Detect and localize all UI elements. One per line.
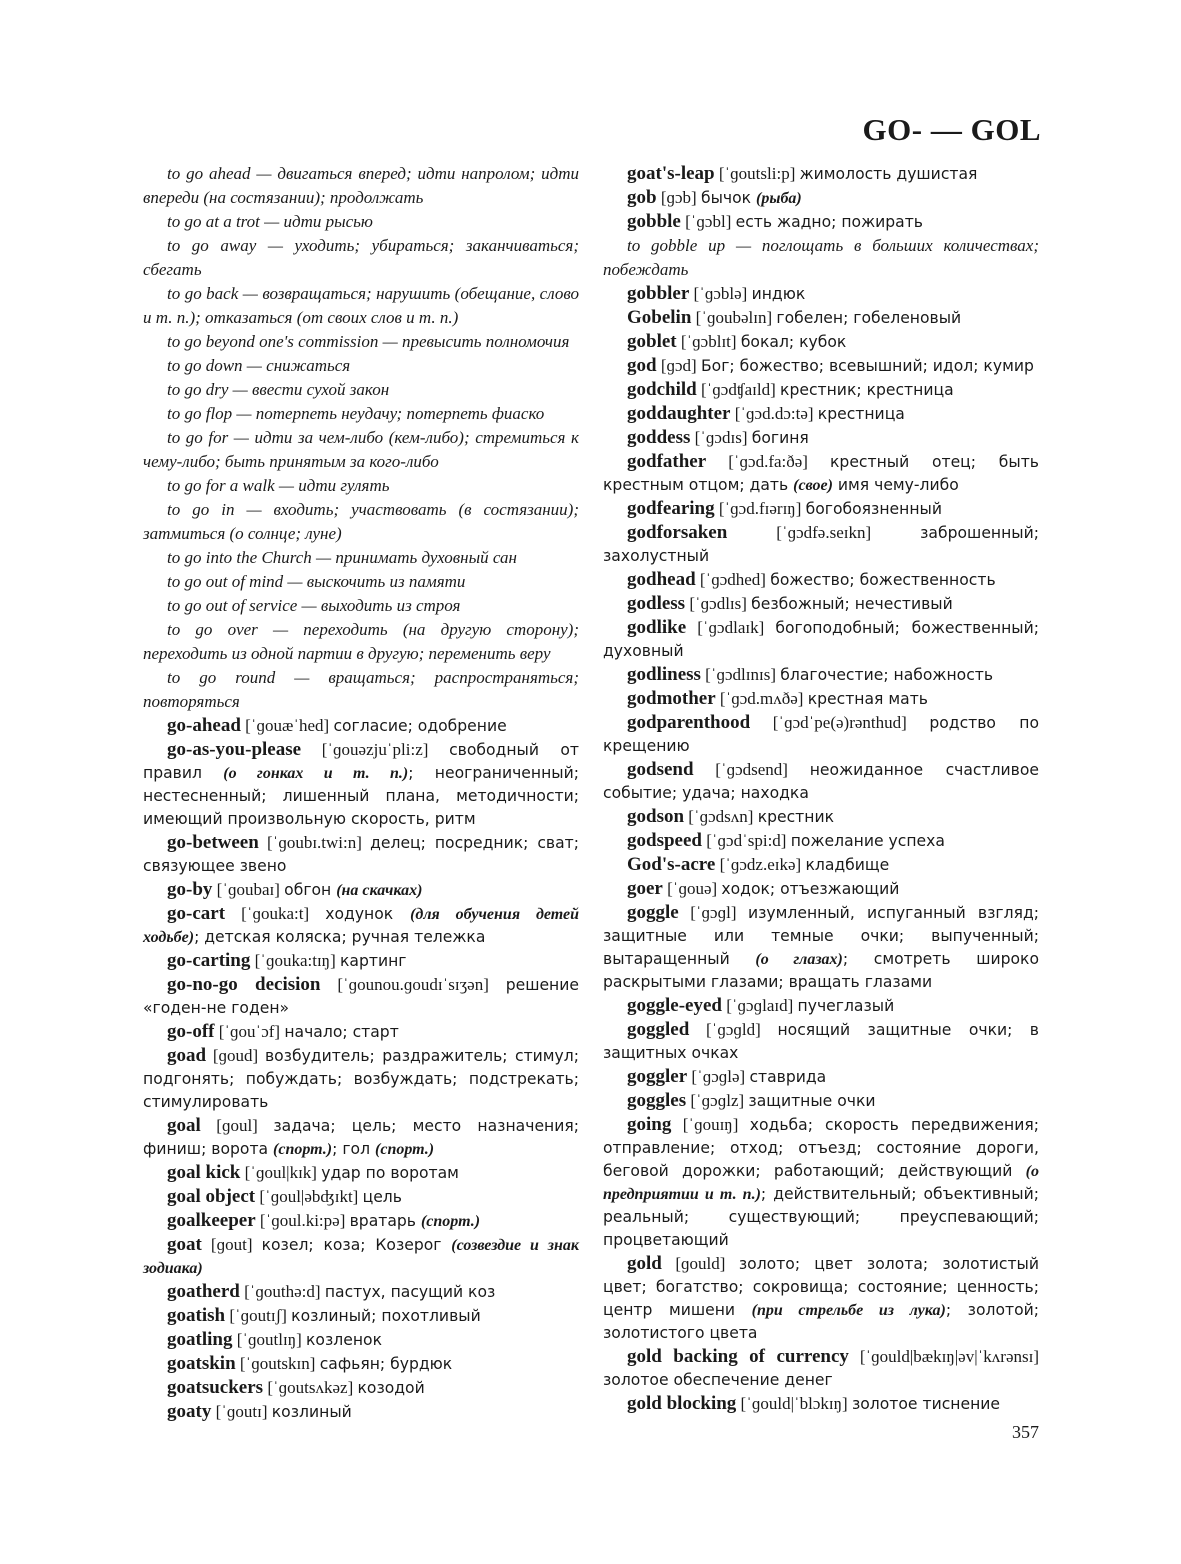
- definition: гобелен; гобеленовый: [776, 309, 962, 327]
- transcription: [ˈɡɔɡlaɪd]: [721, 996, 798, 1015]
- headword: godchild: [627, 379, 697, 400]
- transcription: [ˈɡould|ˈblɔkɪŋ]: [736, 1394, 852, 1413]
- transcription: [ˈɡouɪŋ]: [671, 1115, 750, 1134]
- dictionary-entry: [603, 330, 1039, 354]
- definition: цель: [362, 1188, 402, 1206]
- dictionary-entry: [603, 378, 1039, 402]
- usage-note: (при стрельбе из лука): [751, 1302, 946, 1319]
- definition: пастух, пасущий коз: [324, 1283, 496, 1301]
- dictionary-entry: [603, 186, 1039, 210]
- dictionary-entry: [603, 568, 1039, 592]
- definition: согласие; одобрение: [333, 717, 507, 735]
- dictionary-entry: [143, 1020, 579, 1044]
- headword: goal object: [167, 1186, 256, 1207]
- dictionary-entry: [143, 973, 579, 1020]
- definition: ; золотой; золотистого цвета: [603, 1301, 1040, 1342]
- definition: обгон: [284, 881, 337, 899]
- transcription: [ˈɡoubɪ.twi:n]: [258, 833, 371, 852]
- phrase-text: to go away — уходить; убираться; заканчиваться; сбегать: [143, 236, 579, 279]
- dictionary-entry: [603, 1252, 1039, 1345]
- usage-note: (рыба): [756, 190, 802, 207]
- definition: крестница: [817, 405, 905, 423]
- definition: козлиный: [271, 1403, 352, 1421]
- usage-note: (на скачках): [336, 882, 423, 899]
- phrase-text: to go down — снижаться: [167, 356, 351, 375]
- headword: goddess: [627, 427, 691, 448]
- headword: godhead: [627, 569, 696, 590]
- definition: крестник; крестница: [780, 381, 954, 399]
- definition: козлиный; похотливый: [291, 1307, 481, 1325]
- transcription: [ˈɡouˈɔf]: [214, 1022, 285, 1041]
- dictionary-entry: [603, 1345, 1039, 1392]
- phrase-entry: [143, 330, 579, 354]
- dictionary-entry: [143, 1400, 579, 1424]
- definition: ходьба; скорость передвижения; отправление; отход; отъезд; состояние дороги, беговой дорожки; работающий; действующий: [603, 1116, 1039, 1180]
- headword: go-as-you-please: [167, 739, 302, 760]
- definition: вратарь: [349, 1212, 421, 1230]
- definition: золото; цвет золота; золотистый цвет; богатство; сокровища; состояние; ценность; центр мишени: [603, 1255, 1039, 1319]
- headword: go-cart: [167, 903, 226, 924]
- transcription: [ˈɡoutɪʃ]: [225, 1306, 292, 1325]
- phrase-text: to go for — идти за чем-либо (кем-либо); стремиться к чему-либо; быть принятым за кого-либо: [143, 428, 579, 471]
- phrase-entry: [143, 474, 579, 498]
- definition: ; гол: [332, 1140, 376, 1158]
- headword: go-no-go decision: [167, 974, 321, 995]
- phrase-entry: [143, 546, 579, 570]
- transcription: [ˈɡɔɡlz]: [686, 1091, 749, 1110]
- transcription: [ɡould]: [661, 1254, 739, 1273]
- transcription: [ˈɡoutskɪn]: [235, 1354, 320, 1373]
- dictionary-entry: [603, 450, 1039, 497]
- definition: золотое обеспечение денег: [603, 1371, 833, 1389]
- transcription: [ˈɡɔdlɪnɪs]: [700, 665, 781, 684]
- transcription: [ˈɡɔd.fɪərɪŋ]: [714, 499, 806, 518]
- definition: бычок: [700, 189, 757, 207]
- dictionary-entry: [603, 901, 1039, 994]
- headword: goad: [167, 1045, 207, 1066]
- headword: goggles: [627, 1090, 687, 1111]
- transcription: [ˈɡɔɡlə]: [687, 1067, 750, 1086]
- headword: godforsaken: [627, 522, 728, 543]
- dictionary-entry: [143, 1209, 579, 1233]
- definition: пучеглазый: [797, 997, 895, 1015]
- transcription: [ˈɡɔd.fa:ðə]: [706, 452, 830, 471]
- running-header: GO- — GOL: [862, 112, 1041, 147]
- phrase-text: to go into the Church — принимать духовный сан: [167, 548, 517, 567]
- headword: gold: [627, 1253, 662, 1274]
- transcription: [ˈɡoutɪ]: [211, 1402, 272, 1421]
- definition: кладбище: [805, 856, 890, 874]
- definition: индюк: [751, 285, 806, 303]
- definition: жимолость душистая: [799, 165, 978, 183]
- phrase-entry: [603, 234, 1039, 282]
- headword: goddaughter: [627, 403, 731, 424]
- headword: goaty: [167, 1401, 212, 1422]
- headword: goat's-leap: [627, 163, 715, 184]
- phrase-text: to go out of mind — выскочить из памяти: [167, 572, 466, 591]
- dictionary-entry: [143, 1185, 579, 1209]
- phrase-text: to go in — входить; участвовать (в состязании); затмиться (о солнце; луне): [143, 500, 579, 543]
- definition: козодой: [357, 1379, 425, 1397]
- transcription: [ˈɡɔbl]: [680, 212, 736, 231]
- phrase-entry: [143, 618, 579, 666]
- dictionary-entry: [603, 687, 1039, 711]
- dictionary-entry: [603, 306, 1039, 330]
- dictionary-entry: [603, 162, 1039, 186]
- headword: goggler: [627, 1066, 688, 1087]
- usage-note: (о предприятии и т. п.): [603, 1163, 1039, 1203]
- headword: going: [627, 1114, 672, 1135]
- definition: богобоязненный: [805, 500, 942, 518]
- headword: go-off: [167, 1021, 215, 1042]
- transcription: [ˈɡouæˈhed]: [240, 716, 334, 735]
- definition: изумленный, испуганный взгляд; защитные или темные очки; выпученный; вытаращенный: [603, 904, 1039, 968]
- headword: godmother: [627, 688, 716, 709]
- transcription: [ˈɡɔdʧaɪld]: [696, 380, 781, 399]
- dictionary-entry: [603, 1113, 1039, 1252]
- phrase-entry: [143, 498, 579, 546]
- usage-note: (созвездие и знак зодиака): [143, 1237, 579, 1277]
- definition: неожиданное счастливое событие; удача; находка: [603, 761, 1039, 802]
- transcription: [ˈɡɔdsend]: [693, 760, 810, 779]
- dictionary-entry: [143, 1114, 579, 1161]
- definition: имя чему-либо: [832, 476, 959, 494]
- definition: картинг: [339, 952, 407, 970]
- headword: goal: [167, 1115, 201, 1136]
- dictionary-entry: [603, 994, 1039, 1018]
- transcription: [ˈɡoutsli:p]: [714, 164, 800, 183]
- transcription: [ˈɡɔdˈspi:d]: [701, 831, 791, 850]
- transcription: [ˈɡouthə:d]: [239, 1282, 325, 1301]
- transcription: [ˈɡouka:tɪŋ]: [250, 951, 340, 970]
- page-number: 357: [1012, 1422, 1039, 1442]
- headword: gob: [627, 187, 657, 208]
- definition: ходунок: [325, 905, 411, 923]
- dictionary-entry: [143, 1328, 579, 1352]
- headword: goggle-eyed: [627, 995, 722, 1016]
- transcription: [ˈɡounou.ɡoudɪˈsɪʒən]: [320, 975, 506, 994]
- dictionary-entry: [143, 1280, 579, 1304]
- transcription: [ˈɡɔdsʌn]: [684, 807, 758, 826]
- headword: goggle: [627, 902, 679, 923]
- definition: ходок; отъезжающий: [721, 880, 900, 898]
- dictionary-entry: [143, 738, 579, 831]
- headword: goatling: [167, 1329, 233, 1350]
- dictionary-entry: [143, 1233, 579, 1280]
- phrase-entry: [143, 354, 579, 378]
- dictionary-entry: [143, 1044, 579, 1114]
- transcription: [ˈɡoutsʌkəz]: [263, 1378, 358, 1397]
- dictionary-entry: [143, 902, 579, 949]
- phrase-text: to go at a trot — идти рысью: [167, 212, 373, 231]
- dictionary-entry: [603, 1018, 1039, 1065]
- headword: go-by: [167, 879, 213, 900]
- headword: goalkeeper: [167, 1210, 256, 1231]
- dictionary-entry: [143, 1161, 579, 1185]
- dictionary-entry: [603, 853, 1039, 877]
- phrase-entry: [143, 210, 579, 234]
- definition: родство по крещению: [603, 714, 1039, 755]
- transcription: [ˈɡɔdlɪs]: [685, 594, 752, 613]
- definition: свободный от правил: [143, 741, 579, 782]
- phrase-entry: [143, 162, 579, 210]
- transcription: [ˈɡɔdhed]: [695, 570, 771, 589]
- definition: ; неограниченный; нестесненный; лишенный плана, методичности; имеющий произвольную скорость, ритм: [143, 764, 579, 828]
- headword: godliness: [627, 664, 701, 685]
- transcription: [ˈɡoubaɪ]: [212, 880, 285, 899]
- dictionary-entry: [603, 354, 1039, 378]
- phrase-text: to go for a walk — идти гулять: [167, 476, 390, 495]
- dictionary-entry: [143, 831, 579, 878]
- phrase-entry: [143, 666, 579, 714]
- right-column: [603, 162, 1039, 1416]
- usage-note: (для обучения детей ходьбе): [143, 906, 580, 946]
- definition: пожелание успеха: [790, 832, 945, 850]
- dictionary-entry: [603, 663, 1039, 687]
- transcription: [ɡoul]: [200, 1116, 274, 1135]
- definition: удар по воротам: [321, 1164, 459, 1182]
- headword: godfearing: [627, 498, 715, 519]
- dictionary-entry: [603, 616, 1039, 663]
- usage-note: (о гонках и т. п.): [223, 765, 409, 782]
- transcription: [ˈɡɔdz.eɪkə]: [715, 855, 806, 874]
- definition: золотое тиснение: [851, 1395, 1000, 1413]
- headword: gobbler: [627, 283, 690, 304]
- transcription: [ˈɡoutlɪŋ]: [232, 1330, 307, 1349]
- usage-note: (свое): [793, 477, 833, 494]
- usage-note: (спорт.): [273, 1141, 333, 1158]
- transcription: [ˈɡouka:t]: [225, 904, 326, 923]
- headword: go-carting: [167, 950, 251, 971]
- transcription: [ˈɡoul|kɪk]: [240, 1163, 322, 1182]
- definition: возбудитель; раздражитель; стимул; подгонять; побуждать; возбуждать; подстрекать; стимулировать: [143, 1047, 580, 1111]
- phrase-text: to go ahead — двигаться вперед; идти напролом; идти впереди (на состязании); продолжать: [143, 164, 579, 207]
- definition: богоподобный; божественный; духовный: [603, 619, 1039, 660]
- definition: козел; коза; Козерог: [261, 1236, 452, 1254]
- headword: godspeed: [627, 830, 702, 851]
- phrase-entry: [143, 594, 579, 618]
- transcription: [ˈɡɔd.dɔ:tə]: [730, 404, 818, 423]
- phrase-text: to go flop — потерпеть неудачу; потерпеть фиаско: [167, 404, 545, 423]
- phrase-text: to go out of service — выходить из строя: [167, 596, 461, 615]
- usage-note: (спорт.): [420, 1213, 481, 1230]
- dictionary-entry: [603, 497, 1039, 521]
- headword: gobble: [627, 211, 681, 232]
- definition: ; действительный; объективный; реальный; существующий; преуспевающий; процветающий: [603, 1185, 1039, 1249]
- definition: ; детская коляска; ручная тележка: [194, 928, 486, 946]
- dictionary-entry: [603, 282, 1039, 306]
- definition: заброшенный; захолустный: [603, 524, 1039, 565]
- definition: сафьян; бурдюк: [319, 1355, 453, 1373]
- definition: ; смотреть широко раскрытыми глазами; вращать глазами: [603, 950, 1039, 991]
- headword: godson: [627, 806, 685, 827]
- phrase-entry: [143, 570, 579, 594]
- definition: благочестие; набожность: [780, 666, 994, 684]
- transcription: [ˈɡoul.ki:pə]: [255, 1211, 350, 1230]
- phrase-text: to gobble up — поглощать в больших количествах; побеждать: [603, 236, 1039, 279]
- headword: gold backing of currency: [627, 1346, 849, 1367]
- transcription: [ˈɡouə]: [662, 879, 722, 898]
- transcription: [ˈɡɔɡld]: [689, 1020, 778, 1039]
- definition: есть жадно; пожирать: [735, 213, 924, 231]
- phrase-text: to go back — возвращаться; нарушить (обещание, слово и т. п.); отказаться (от своих слов и т. п.): [143, 284, 579, 327]
- dictionary-entry: [143, 714, 579, 738]
- transcription: [ˈɡɔblɪt]: [676, 332, 741, 351]
- transcription: [ˈɡɔblə]: [689, 284, 752, 303]
- headword: godsend: [627, 759, 694, 780]
- transcription: [ˈɡouəzjuˈpli:z]: [301, 740, 450, 759]
- transcription: [ɡout]: [201, 1235, 262, 1254]
- transcription: [ˈɡɔdˈpe(ə)rənthud]: [750, 713, 930, 732]
- transcription: [ɡɔd]: [656, 356, 701, 375]
- definition: защитные очки: [748, 1092, 876, 1110]
- headword: godlike: [627, 617, 687, 638]
- headword: gold blocking: [627, 1393, 737, 1414]
- transcription: [ˈɡoul|əbʤɪkt]: [255, 1187, 363, 1206]
- definition: крестник: [757, 808, 835, 826]
- headword: godparenthood: [627, 712, 751, 733]
- definition: решение «годен-не годен»: [143, 976, 579, 1017]
- headword: goatskin: [167, 1353, 236, 1374]
- dictionary-entry: [603, 592, 1039, 616]
- dictionary-entry: [603, 210, 1039, 234]
- definition: носящий защитные очки; в защитных очках: [603, 1021, 1039, 1062]
- dictionary-entry: [143, 1352, 579, 1376]
- dictionary-entry: [603, 877, 1039, 901]
- definition: бокал; кубок: [740, 333, 847, 351]
- headword: godfather: [627, 451, 707, 472]
- definition: Бог; божество; всевышний; идол; кумир: [700, 357, 1034, 375]
- transcription: [ɡoud]: [206, 1046, 265, 1065]
- definition: крестный отец; быть крестным отцом; дать: [603, 453, 1039, 494]
- headword: go-ahead: [167, 715, 241, 736]
- transcription: [ˈɡɔd.mʌðə]: [715, 689, 808, 708]
- definition: делец; посредник; сват; связующее звено: [143, 834, 579, 875]
- definition: задача; цель; место назначения; финиш; ворота: [143, 1117, 579, 1158]
- headword: goatherd: [167, 1281, 240, 1302]
- headword: goblet: [627, 331, 677, 352]
- left-column: [143, 162, 579, 1424]
- phrase-entry: [143, 234, 579, 282]
- dictionary-entry: [603, 402, 1039, 426]
- dictionary-entry: [603, 1392, 1039, 1416]
- transcription: [ˈɡɔɡl]: [678, 903, 748, 922]
- headword: Gobelin: [627, 307, 692, 328]
- usage-note: (о глазах): [755, 951, 843, 968]
- headword: god: [627, 355, 657, 376]
- headword: go-between: [167, 832, 259, 853]
- dictionary-entry: [603, 805, 1039, 829]
- transcription: [ˈɡɔdfə.seɪkn]: [727, 523, 921, 542]
- transcription: [ˈɡɔdɪs]: [690, 428, 752, 447]
- dictionary-entry: [143, 878, 579, 902]
- definition: богиня: [751, 429, 809, 447]
- definition: крестная мать: [807, 690, 928, 708]
- headword: goer: [627, 878, 663, 899]
- phrase-text: to go round — вращаться; распространяться; повторяться: [143, 668, 579, 711]
- transcription: [ɡɔb]: [656, 188, 701, 207]
- definition: безбожный; нечестивый: [751, 595, 953, 613]
- headword: goal kick: [167, 1162, 241, 1183]
- phrase-text: to go over — переходить (на другую сторону); переходить из одной партии в другую; переменить веру: [143, 620, 579, 663]
- dictionary-entry: [143, 949, 579, 973]
- headword: God's-acre: [627, 854, 716, 875]
- definition: начало; старт: [284, 1023, 399, 1041]
- transcription: [ˈɡoubəlɪn]: [691, 308, 777, 327]
- dictionary-entry: [603, 426, 1039, 450]
- dictionary-entry: [603, 711, 1039, 758]
- dictionary-entry: [603, 1089, 1039, 1113]
- dictionary-entry: [143, 1376, 579, 1400]
- definition: козленок: [306, 1331, 382, 1349]
- headword: godless: [627, 593, 686, 614]
- phrase-text: to go beyond one's commission — превысить полномочия: [167, 332, 570, 351]
- headword: goatsuckers: [167, 1377, 264, 1398]
- phrase-text: to go dry — ввести сухой закон: [167, 380, 390, 399]
- dictionary-entry: [603, 1065, 1039, 1089]
- dictionary-entry: [603, 521, 1039, 568]
- transcription: [ˈɡould|bækɪŋ|əv|ˈkʌrənsɪ]: [848, 1347, 1039, 1366]
- phrase-entry: [143, 378, 579, 402]
- phrase-entry: [143, 426, 579, 474]
- headword: goatish: [167, 1305, 226, 1326]
- definition: ставрида: [749, 1068, 827, 1086]
- transcription: [ˈɡɔdlaɪk]: [686, 618, 776, 637]
- phrase-entry: [143, 402, 579, 426]
- dictionary-entry: [603, 829, 1039, 853]
- dictionary-entry: [603, 758, 1039, 805]
- usage-note: (спорт.): [375, 1141, 435, 1158]
- dictionary-entry: [143, 1304, 579, 1328]
- definition: божество; божественность: [770, 571, 996, 589]
- headword: goggled: [627, 1019, 690, 1040]
- phrase-entry: [143, 282, 579, 330]
- headword: goat: [167, 1234, 202, 1255]
